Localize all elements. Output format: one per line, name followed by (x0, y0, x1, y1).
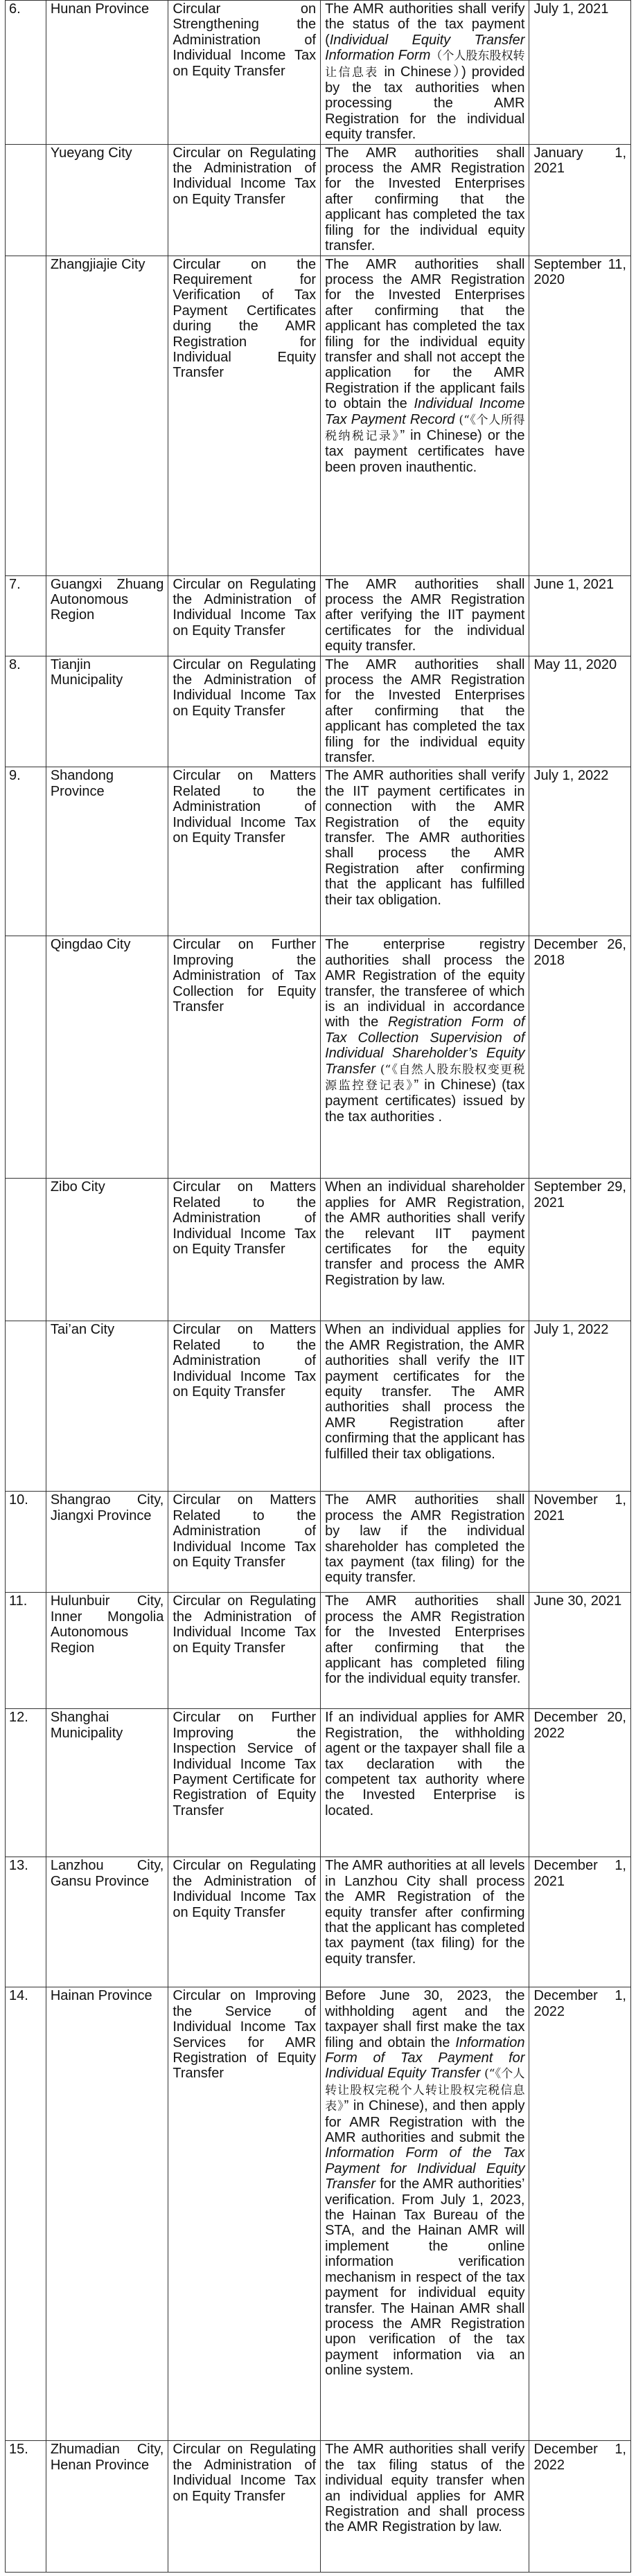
table-row (6, 936, 631, 1179)
table-row (6, 656, 631, 767)
row-circular: Circular on Matters Related to the Administration of Individual Income Tax on Equity Transfer (168, 1321, 321, 1492)
row-circular: Circular on Regulating the Administration of Individual Income Tax on Equity Transfer (168, 2441, 321, 2573)
row-provision: The AMR authorities shall verify the tax filing status of the individual equity transfer when an individual applies for AMR Registration and shall process the AMR Registration by law. (321, 2441, 529, 2573)
row-circular: Circular on Matters Related to the Administration of Individual Income Tax on Equity Transfer (168, 1179, 321, 1321)
row-date: December 20, 2022 (529, 1709, 631, 1857)
row-circular: Circular on Further Improving the Inspection Service of Individual Income Tax Payment Certificate for Registration of Equity Transfer (168, 1709, 321, 1857)
row-number: 12. (6, 1709, 46, 1857)
row-circular: Circular on Matters Related to the Administration of Individual Income Tax on Equity Transfer (168, 1492, 321, 1593)
row-provision: When an individual shareholder applies for AMR Registration, the AMR authorities shall verify the relevant IIT payment certificates for the equity transfer and process the AMR Registration by law. (321, 1179, 529, 1321)
row-date: December 1, 2021 (529, 1857, 631, 1987)
row-date: November 1, 2021 (529, 1492, 631, 1593)
row-location: Zhangjiajie City (46, 256, 168, 575)
row-provision: The AMR authorities shall process the AMR Registration for the Invested Enterprises after confirming that the applicant has completed the tax filing for the individual equity transfer. (321, 144, 529, 256)
row-circular: Circular on Regulating the Administration of Individual Income Tax on Equity Transfer (168, 1593, 321, 1709)
table-row (6, 1, 631, 145)
row-date: July 1, 2022 (529, 1321, 631, 1492)
row-number: 14. (6, 1987, 46, 2441)
row-location: Tai’an City (46, 1321, 168, 1492)
row-location: Lanzhou City, Gansu Province (46, 1857, 168, 1987)
row-date: July 1, 2021 (529, 1, 631, 145)
row-circular: Circular on Further Improving the Administration of Tax Collection for Equity Transfer (168, 936, 321, 1179)
table-row (6, 1593, 631, 1709)
row-number: 7. (6, 575, 46, 656)
table-row (6, 1321, 631, 1492)
row-date: December 26, 2018 (529, 936, 631, 1179)
row-number: 15. (6, 2441, 46, 2573)
row-date: December 1, 2022 (529, 2441, 631, 2573)
row-provision: The AMR authorities at all levels in Lanzhou City shall process the AMR Registration of the equity transfer after confirming that the applicant has completed tax payment (tax filing) for the equity transfer. (321, 1857, 529, 1987)
row-number (6, 1179, 46, 1321)
row-provision: The AMR authorities shall process the AMR Registration by law if the individual shareholder has completed the tax payment (tax filing) for the equity transfer. (321, 1492, 529, 1593)
row-number: 13. (6, 1857, 46, 1987)
row-location: Guangxi Zhuang Autonomous Region (46, 575, 168, 656)
row-number: 10. (6, 1492, 46, 1593)
table-row (6, 575, 631, 656)
table-row (6, 1709, 631, 1857)
row-location: Zhumadian City, Henan Province (46, 2441, 168, 2573)
row-location: Qingdao City (46, 936, 168, 1179)
row-date: January 1, 2021 (529, 144, 631, 256)
row-location: Shanghai Municipality (46, 1709, 168, 1857)
table-row (6, 1857, 631, 1987)
row-number (6, 144, 46, 256)
row-provision: If an individual applies for AMR Registration, the withholding agent or the taxpayer shall file a tax declaration with the competent tax authority where the Invested Enterprise is located. (321, 1709, 529, 1857)
row-location: Hainan Province (46, 1987, 168, 2441)
table-row (6, 1987, 631, 2441)
row-location: Yueyang City (46, 144, 168, 256)
row-provision: The AMR authorities shall process the AMR Registration after verifying the IIT payment certificates for the individual equity transfer. (321, 575, 529, 656)
row-circular: Circular on Regulating the Administration of Individual Income Tax on Equity Transfer (168, 575, 321, 656)
row-date: May 11, 2020 (529, 656, 631, 767)
row-circular: Circular on Regulating the Administration of Individual Income Tax on Equity Transfer (168, 656, 321, 767)
row-circular: Circular on Improving the Service of Individual Income Tax Services for AMR Registration of Equity Transfer (168, 1987, 321, 2441)
row-date: September 29, 2021 (529, 1179, 631, 1321)
row-location: Hunan Province (46, 1, 168, 145)
row-provision: The enterprise registry authorities shall process the AMR Registration of the equity transfer, the transferee of which is an individual in accordance with the Registration Form of Tax Collection Supervision of Individual Shareholder’s Equity Transfer (“《自然人股东股权变更税源监控登记表》” in Chinese) (tax payment certificates) issued by the tax authorities . (321, 936, 529, 1179)
row-provision: The AMR authorities shall process the AMR Registration for the Invested Enterprises after confirming that the applicant has completed the tax filing for the individual equity transfer and shall not accept the application for the AMR Registration if the applicant fails to obtain the Individual Income Tax Payment Record (“《个人所得税纳税记录》” in Chinese) or the tax payment certificates have been proven inauthentic. (321, 256, 529, 575)
row-date: September 11, 2020 (529, 256, 631, 575)
row-provision: The AMR authorities shall process the AMR Registration for the Invested Enterprises after confirming that the applicant has completed filing for the individual equity transfer. (321, 1593, 529, 1709)
table-row (6, 256, 631, 575)
row-circular: Circular on Regulating the Administration of Individual Income Tax on Equity Transfer (168, 144, 321, 256)
row-provision: When an individual applies for the AMR Registration, the AMR authorities shall verify the IIT payment certificates for the equity transfer. The AMR authorities shall process the AMR Registration after confirming that the applicant has fulfilled their tax obligations. (321, 1321, 529, 1492)
row-number: 11. (6, 1593, 46, 1709)
row-location: Shangrao City, Jiangxi Province (46, 1492, 168, 1593)
row-number (6, 936, 46, 1179)
row-circular: Circular on Regulating the Administration of Individual Income Tax on Equity Transfer (168, 1857, 321, 1987)
row-circular: Circular on Matters Related to the Administration of Individual Income Tax on Equity Transfer (168, 767, 321, 936)
table-row (6, 144, 631, 256)
row-number: 6. (6, 1, 46, 145)
row-location: Tianjin Municipality (46, 656, 168, 767)
row-number (6, 256, 46, 575)
row-circular: Circular on the Requirement for Verification of Tax Payment Certificates during the AMR Registration for Individual Equity Transfer (168, 256, 321, 575)
table-row (6, 1179, 631, 1321)
row-provision: Before June 30, 2023, the withholding agent and the taxpayer shall first make the tax filing and obtain the Information Form of Tax Payment for Individual Equity Transfer (“《个人转让股权完税个人转让股权完税信息表》” in Chinese), and then apply for AMR Registration with the AMR authorities and submit the Information Form of the Tax Payment for Individual Equity Transfer for the AMR authorities’ verification. From July 1, 2023, the Hainan Tax Bureau of the STA, and the Hainan AMR will implement the online information verification mechanism in respect of the tax payment for individual equity transfer. The Hainan AMR shall process the AMR Registration upon verification of the tax payment information via an online system. (321, 1987, 529, 2441)
row-provision: The AMR authorities shall process the AMR Registration for the Invested Enterprises after confirming that the applicant has completed the tax filing for the individual equity transfer. (321, 656, 529, 767)
row-date: December 1, 2022 (529, 1987, 631, 2441)
row-circular: Circular on Strengthening the Administration of Individual Income Tax on Equity Transfer (168, 1, 321, 145)
table-row (6, 1492, 631, 1593)
row-location: Hulunbuir City, Inner Mongolia Autonomous Region (46, 1593, 168, 1709)
table-row (6, 767, 631, 936)
row-date: June 30, 2021 (529, 1593, 631, 1709)
row-date: June 1, 2021 (529, 575, 631, 656)
row-number: 8. (6, 656, 46, 767)
table-row (6, 2441, 631, 2573)
row-location: Shandong Province (46, 767, 168, 936)
row-number (6, 1321, 46, 1492)
row-provision: The AMR authorities shall verify the status of the tax payment (Individual Equity Transfer Information Form（个人股东股权转让信息表 in Chinese）) provided by the tax authorities when processing the AMR Registration for the individual equity transfer. (321, 1, 529, 145)
row-location: Zibo City (46, 1179, 168, 1321)
row-number: 9. (6, 767, 46, 936)
row-provision: The AMR authorities shall verify the IIT payment certificates in connection with the AMR Registration of the equity transfer. The AMR authorities shall process the AMR Registration after confirming that the applicant has fulfilled their tax obligation. (321, 767, 529, 936)
row-date: July 1, 2022 (529, 767, 631, 936)
regulation-table (5, 0, 631, 2573)
